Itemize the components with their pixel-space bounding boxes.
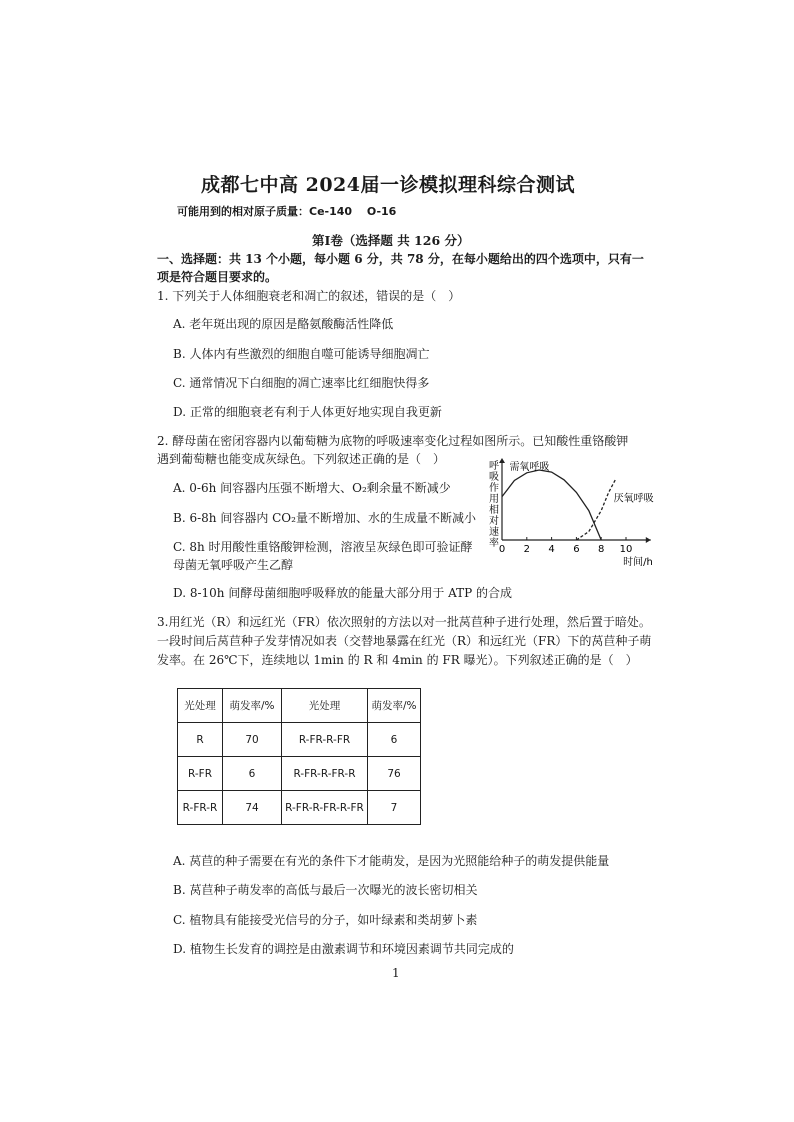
q1-option-b: B. 人体内有些激烈的细胞自噬可能诱导细胞凋亡	[173, 347, 430, 361]
table-cell: R	[178, 723, 223, 757]
table-header-cell: 光处理	[178, 689, 223, 723]
x-tick-label: 2	[523, 544, 530, 555]
table-cell: R-FR-R-FR-R	[282, 757, 368, 791]
q2-option-a: A. 0-6h 间容器内压强不断增大、O₂剩余量不断减少	[173, 481, 451, 495]
q2-option-c-line1: C. 8h 时用酸性重铬酸钾检测，溶液呈灰绿色即可验证酵	[173, 540, 473, 554]
table-cell: 6	[368, 723, 421, 757]
x-tick-label: 10	[619, 544, 633, 555]
germination-table	[177, 688, 421, 825]
aerobic-series-label: 需氧呼吸	[509, 462, 550, 473]
atomic-masses: 可能用到的相对原子质量：Ce-140 O-16	[177, 205, 397, 218]
table-cell: 70	[223, 723, 282, 757]
q1-option-d: D. 正常的细胞衰老有利于人体更好地实现自我更新	[173, 405, 442, 419]
exam-title: 成都七中高 2024届一诊模拟理科综合测试	[201, 174, 575, 196]
x-tick-label: 4	[548, 544, 555, 555]
y-axis-arrow-icon	[499, 458, 505, 463]
table-cell: 6	[223, 757, 282, 791]
x-tick-label: 8	[598, 544, 605, 555]
q2-stem-line2: 遇到葡萄糖也能变成灰绿色。下列叙述正确的是（ ）	[157, 452, 446, 466]
q3-stem-line1: 3.用红光（R）和远红光（FR）依次照射的方法以对一批莴苣种子进行处理，然后置于暗处。	[157, 615, 651, 629]
y-axis-label: 呼吸作用相对速率	[486, 460, 498, 548]
q3-option-b: B. 莴苣种子萌发率的高低与最后一次曝光的波长密切相关	[173, 883, 478, 897]
table-cell: 74	[223, 791, 282, 825]
page-number: 1	[392, 966, 400, 980]
table-cell: 76	[368, 757, 421, 791]
x-tick-label: 6	[573, 544, 580, 555]
q3-option-c: C. 植物具有能接受光信号的分子，如叶绿素和类胡萝卜素	[173, 913, 478, 927]
table-cell: R-FR-R-FR-R-FR	[282, 791, 368, 825]
q3-option-a: A. 莴苣的种子需要在有光的条件下才能萌发，是因为光照能给种子的萌发提供能量	[173, 854, 610, 868]
q2-option-c-line2: 母菌无氧呼吸产生乙醇	[173, 558, 294, 572]
table-row	[178, 791, 421, 825]
q2-option-d: D. 8-10h 间酵母菌细胞呼吸释放的能量大部分用于 ATP 的合成	[173, 586, 513, 600]
q3-stem-line3: 发率。在 26℃下，连续地以 1min 的 R 和 4min 的 FR 曝光）。下列叙述正确的是（ ）	[157, 653, 638, 667]
q3-option-d: D. 植物生长发育的调控是由激素调节和环境因素调节共同完成的	[173, 942, 514, 956]
respiration-rate-chart	[472, 456, 672, 574]
q1-option-a: A. 老年斑出现的原因是酪氨酸酶活性降低	[173, 317, 394, 331]
q3-stem-line2: 一段时间后莴苣种子发芽情况如表（交替地暴露在红光（R）和远红光（FR）下的莴苣种子萌	[157, 634, 652, 648]
table-header-cell: 萌发率/%	[368, 689, 421, 723]
q2-stem-line1: 2. 酵母菌在密闭容器内以葡萄糖为底物的呼吸速率变化过程如图所示。已知酸性重铬酸钾	[157, 434, 629, 448]
q1-stem: 1. 下列关于人体细胞衰老和凋亡的叙述，错误的是（ ）	[157, 289, 461, 303]
table-row	[178, 757, 421, 791]
table-cell: R-FR	[178, 757, 223, 791]
x-axis-arrow-icon	[646, 537, 651, 543]
table-cell: R-FR-R	[178, 791, 223, 825]
table-cell: R-FR-R-FR	[282, 723, 368, 757]
table-header-row	[178, 689, 421, 723]
table-header-cell: 光处理	[282, 689, 368, 723]
q2-option-b: B. 6-8h 间容器内 CO₂量不断增加、水的生成量不断减小	[173, 511, 476, 525]
table-header-cell: 萌发率/%	[223, 689, 282, 723]
aerobic-series-line	[502, 470, 601, 540]
section-instruction-line2: 项是符合题目要求的。	[157, 270, 278, 284]
q1-option-c: C. 通常情况下白细胞的凋亡速率比红细胞快得多	[173, 376, 430, 390]
section-title: 第Ⅰ卷（选择题 共 126 分）	[312, 233, 470, 248]
section-instruction-line1: 一、选择题：共 13 个小题，每小题 6 分，共 78 分，在每小题给出的四个选项中，只有一	[157, 252, 644, 266]
anaerobic-series-line	[576, 478, 616, 540]
table-row	[178, 723, 421, 757]
anaerobic-series-label: 厌氧呼吸	[613, 493, 654, 505]
x-axis-label: 时间/h	[623, 557, 653, 568]
x-tick-label: 0	[498, 544, 506, 555]
table-cell: 7	[368, 791, 421, 825]
